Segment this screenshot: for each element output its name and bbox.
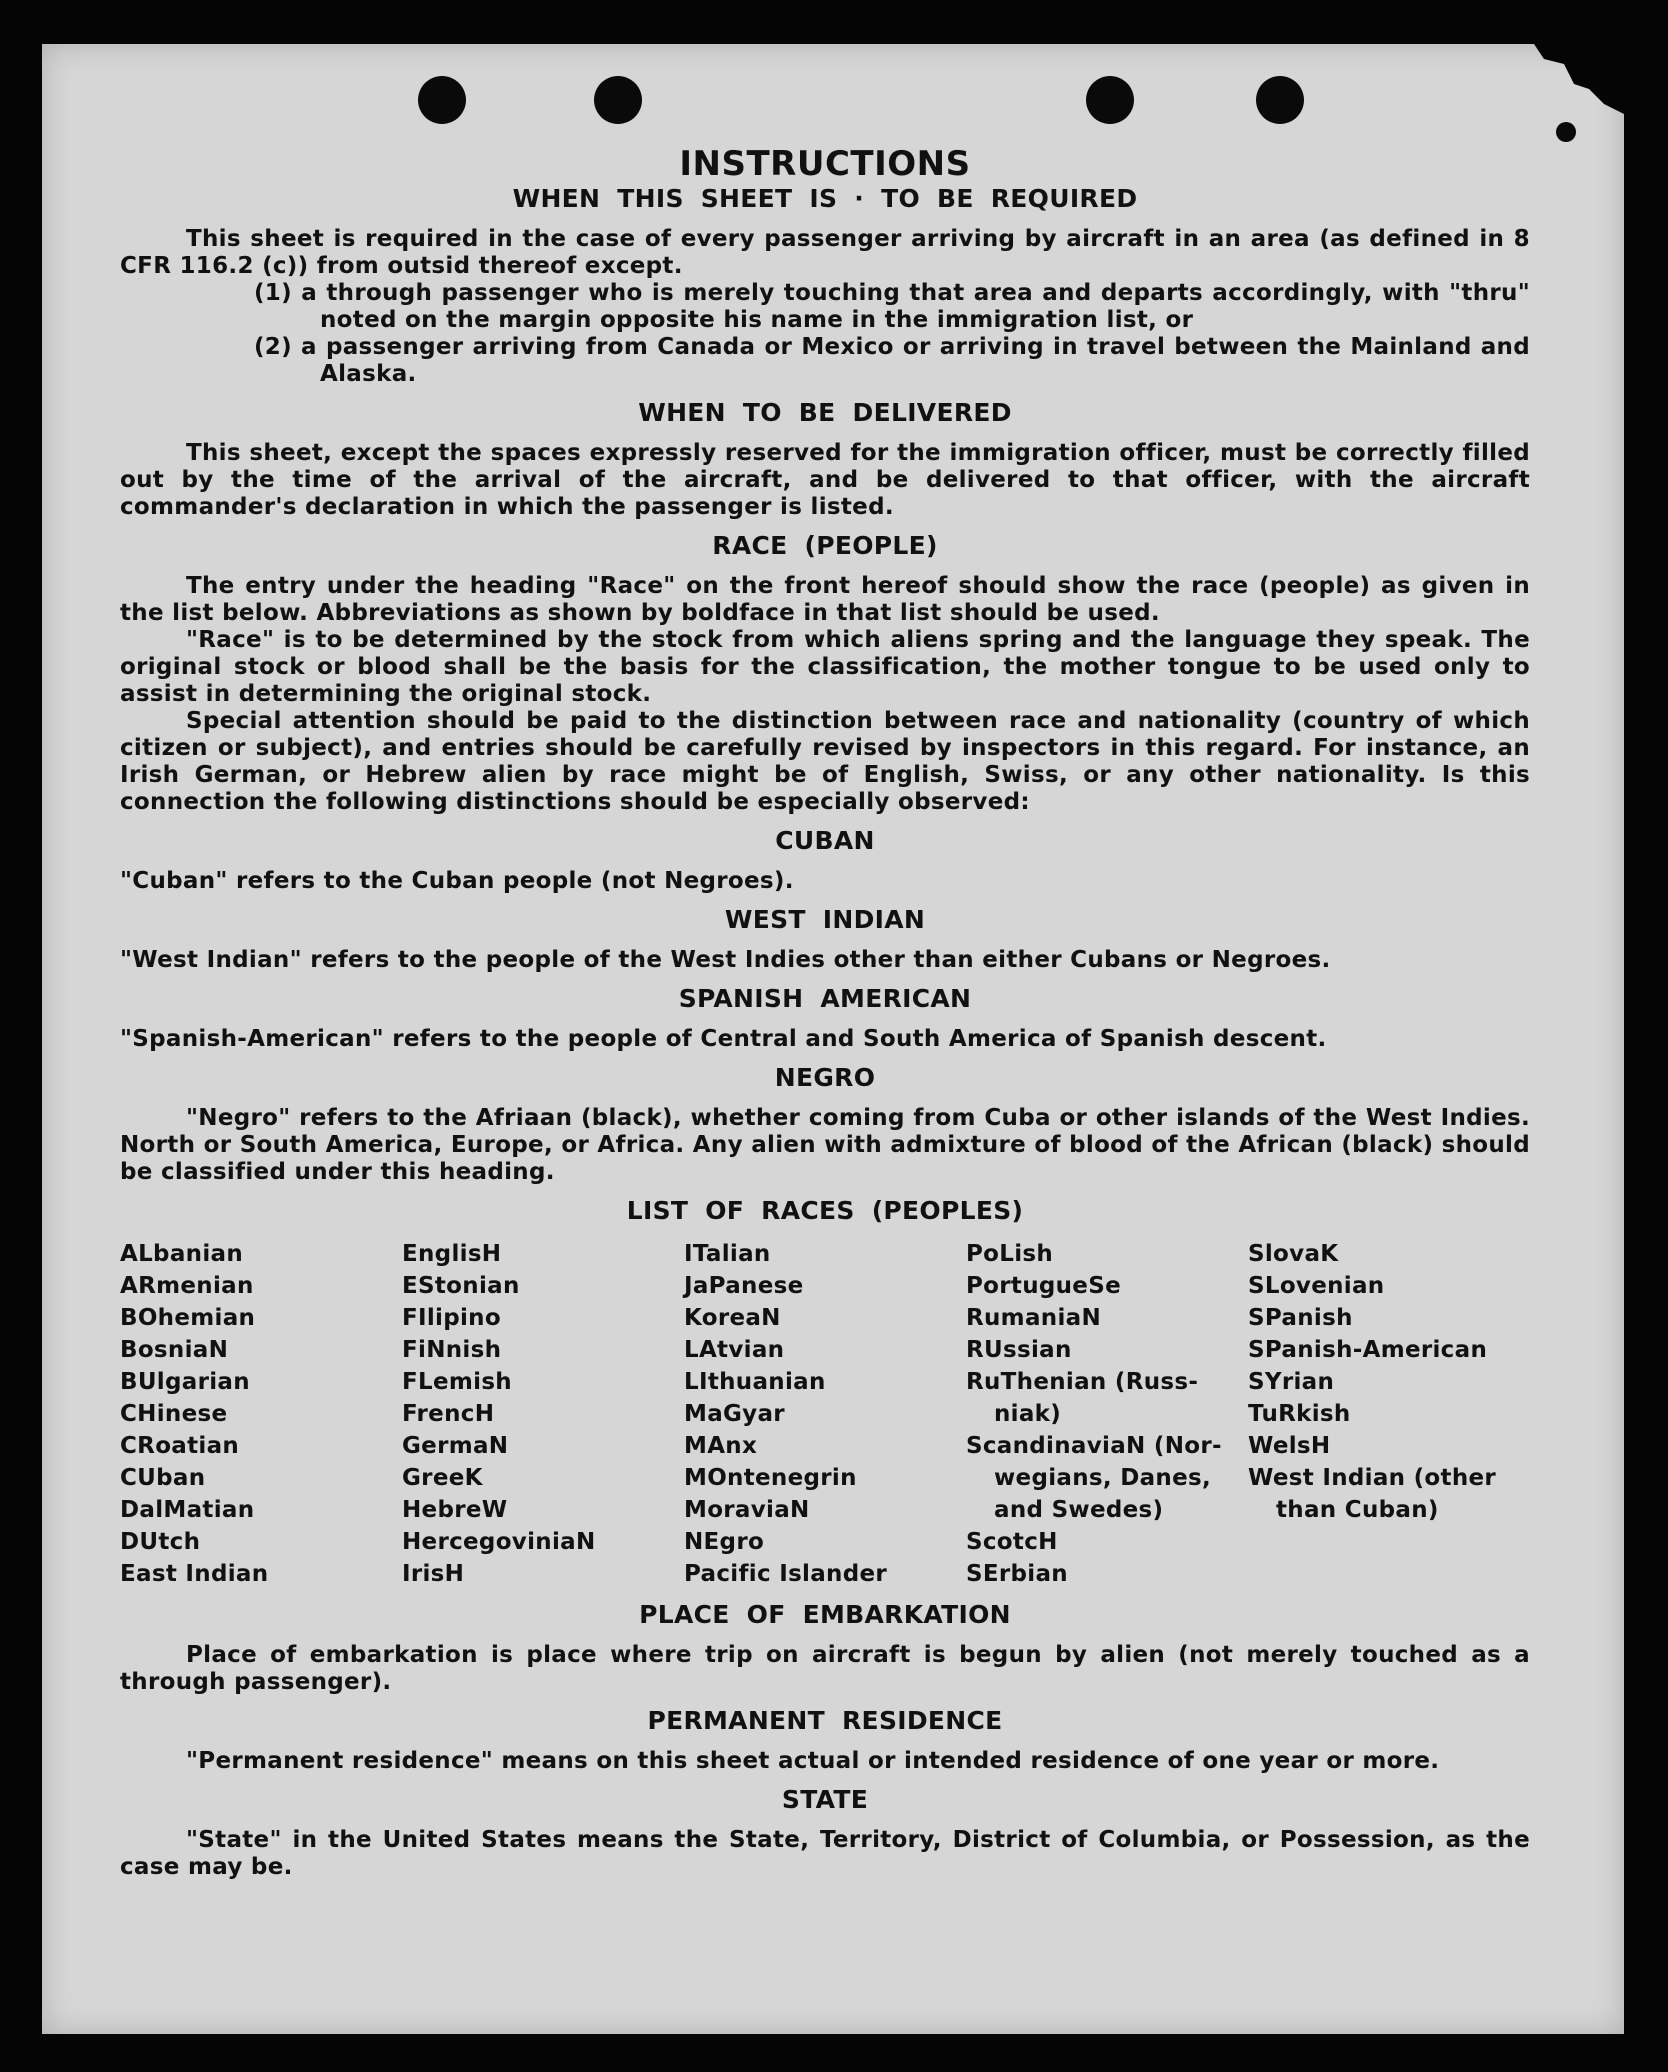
race-entry: BUlgarian (120, 1369, 250, 1395)
heading-spanish-american: SPANISH AMERICAN (678, 984, 972, 1013)
race-paragraph: The entry under the heading "Race" on the front hereof should show the race (people) as given in the list below. Abbreviations as shown by boldface in that list should be used. (120, 573, 1530, 626)
race-entry: SLovenian (1248, 1273, 1385, 1299)
race-entry: East Indian (120, 1561, 269, 1587)
race-entry: CRoatian (120, 1433, 240, 1459)
races-column (966, 1238, 1248, 1590)
heading-west-indian: WEST INDIAN (724, 905, 926, 934)
race-entry: PortugueSe (966, 1273, 1121, 1299)
heading-race: RACE (PEOPLE) (712, 531, 938, 560)
race-entry: West Indian (other (1248, 1465, 1497, 1491)
race-entry: DalMatian (120, 1497, 255, 1523)
race-entry: EStonian (402, 1273, 520, 1299)
race-entry: FrencH (402, 1401, 495, 1427)
race-entry: than Cuban) (1276, 1497, 1439, 1523)
race-entry: RuThenian (Russ- (966, 1369, 1199, 1395)
punch-hole (1256, 76, 1304, 124)
race-entry: ScandinaviaN (Nor- (966, 1433, 1222, 1459)
cuban-text: "Cuban" refers to the Cuban people (not Negroes). (120, 868, 794, 894)
race-entry: SYrian (1248, 1369, 1335, 1395)
race-entry: CUban (120, 1465, 206, 1491)
race-entry: ITalian (684, 1241, 771, 1267)
race-entry: SPanish (1248, 1305, 1353, 1331)
race-entry: KoreaN (684, 1305, 781, 1331)
instructions-content (120, 144, 1530, 1881)
race-entry: EnglisH (402, 1241, 502, 1267)
required-exception-2: (2) a passenger arriving from Canada or Mexico or arriving in travel between the Mainland and Alaska. (254, 334, 1530, 387)
spanish-american-text: "Spanish-American" refers to the people of Central and South America of Spanish descent. (120, 1026, 1327, 1052)
race-entry: HebreW (402, 1497, 508, 1523)
race-entry: MoraviaN (684, 1497, 810, 1523)
race-entry: MOntenegrin (684, 1465, 857, 1491)
heading-cuban: CUBAN (775, 826, 875, 855)
race-entry: LIthuanian (684, 1369, 826, 1395)
race-entry: FiNnish (402, 1337, 502, 1363)
race-entry: FIlipino (402, 1305, 501, 1331)
race-entry: Pacific Islander (684, 1561, 888, 1587)
required-intro: This sheet is required in the case of every passenger arriving by aircraft in an area (as defined in 8 CFR 116.2 (c)) from outsid thereof except. (120, 226, 1530, 279)
negro-text: "Negro" refers to the Afriaan (black), whether coming from Cuba or other islands of the West Indies. North or South America, Europe, or Africa. Any alien with admixture of blood of the African (black) should be classified under this heading. (120, 1105, 1530, 1185)
heading-list-of-races: LIST OF RACES (PEOPLES) (626, 1196, 1024, 1225)
race-entry: NEgro (684, 1529, 765, 1555)
punch-hole (418, 76, 466, 124)
punch-hole (1086, 76, 1134, 124)
embarkation-text: Place of embarkation is place where trip on aircraft is begun by alien (not merely touched as a through passenger). (120, 1642, 1530, 1695)
heading-embarkation: PLACE OF EMBARKATION (639, 1600, 1011, 1629)
race-entry: MaGyar (684, 1401, 785, 1427)
document-page (42, 44, 1624, 2034)
race-entry: RUssian (966, 1337, 1072, 1363)
races-column (120, 1238, 402, 1590)
race-entry: ALbanian (120, 1241, 243, 1267)
heading-delivered: WHEN TO BE DELIVERED (638, 398, 1012, 427)
race-entry: JaPanese (684, 1273, 804, 1299)
race-entry: TuRkish (1248, 1401, 1351, 1427)
races-column (1248, 1238, 1530, 1590)
race-entry: BosniaN (120, 1337, 229, 1363)
race-entry: LAtvian (684, 1337, 785, 1363)
heading-state: STATE (781, 1785, 869, 1814)
race-paragraph: "Race" is to be determined by the stock from which aliens spring and the language they speak. The original stock or blood shall be the basis for the classification, the mother tongue to be used only to assist in determining the original stock. (120, 627, 1530, 707)
race-entry: SErbian (966, 1561, 1068, 1587)
race-entry: BOhemian (120, 1305, 256, 1331)
race-entry: FLemish (402, 1369, 512, 1395)
races-column (684, 1238, 966, 1590)
race-entry: DUtch (120, 1529, 201, 1555)
races-column (402, 1238, 684, 1590)
race-paragraph: Special attention should be paid to the distinction between race and nationality (country of which citizen or subject), and entries should be carefully revised by inspectors in this regard. For instance, an Irish German, or Hebrew alien by race might be of English, Swiss, or any other nationality. Is this connection the following distinctions should be especially observed: (120, 708, 1530, 815)
delivered-text: This sheet, except the spaces expressly reserved for the immigration officer, must be correctly filled out by the time of the arrival of the aircraft, and be delivered to that officer, with the aircraft commander's declaration in which the passenger is listed. (120, 440, 1530, 520)
race-entry: IrisH (402, 1561, 465, 1587)
race-entry: SlovaK (1248, 1241, 1339, 1267)
race-entry: RumaniaN (966, 1305, 1101, 1331)
race-entry: ScotcH (966, 1529, 1058, 1555)
race-entry: and Swedes) (994, 1497, 1164, 1523)
race-entry: WelsH (1248, 1433, 1331, 1459)
residence-text: "Permanent residence" means on this sheet actual or intended residence of one year or more. (186, 1748, 1440, 1774)
race-entry: GermaN (402, 1433, 509, 1459)
race-entry: GreeK (402, 1465, 483, 1491)
heading-required: WHEN THIS SHEET IS · TO BE REQUIRED (512, 184, 1138, 213)
race-entry: ARmenian (120, 1273, 254, 1299)
required-exception-1: (1) a through passenger who is merely touching that area and departs accordingly, with "thru" noted on the margin opposite his name in the immigration list, or (254, 280, 1530, 333)
state-text: "State" in the United States means the State, Territory, District of Columbia, or Possession, as the case may be. (120, 1827, 1530, 1880)
race-entry: SPanish-American (1248, 1337, 1488, 1363)
race-entry: wegians, Danes, (994, 1465, 1212, 1491)
race-entry: niak) (994, 1401, 1062, 1427)
race-entry: PoLish (966, 1241, 1054, 1267)
page-title: INSTRUCTIONS (679, 144, 971, 184)
races-list (120, 1238, 1530, 1590)
punch-hole (594, 76, 642, 124)
heading-permanent-residence: PERMANENT RESIDENCE (647, 1706, 1003, 1735)
west-indian-text: "West Indian" refers to the people of the West Indies other than either Cubans or Negroes. (120, 947, 1331, 973)
race-entry: MAnx (684, 1433, 758, 1459)
race-entry: HercegoviniaN (402, 1529, 596, 1555)
race-entry: CHinese (120, 1401, 228, 1427)
heading-negro: NEGRO (774, 1063, 876, 1092)
